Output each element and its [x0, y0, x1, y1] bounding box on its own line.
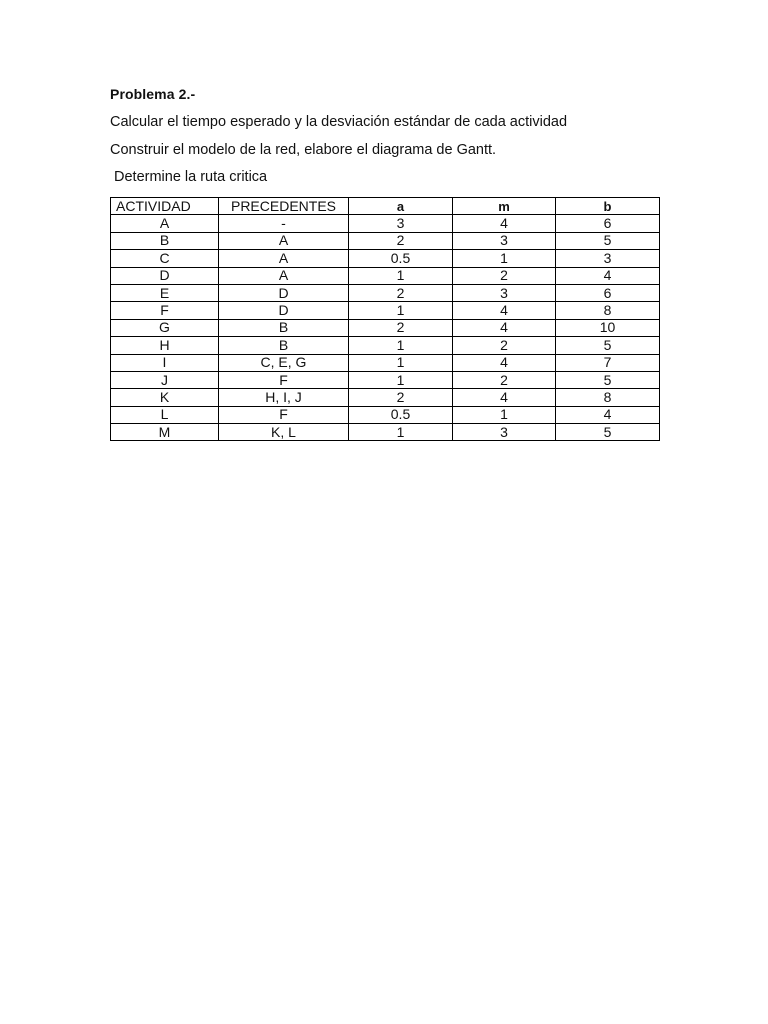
- cell-b: 4: [556, 406, 660, 423]
- cell-b: 8: [556, 389, 660, 406]
- instruction-line-3: Determine la ruta critica: [114, 169, 268, 185]
- cell-precedentes: B: [219, 337, 349, 354]
- cell-b: 7: [556, 354, 660, 371]
- header-a: a: [349, 198, 453, 215]
- table-row: [111, 354, 660, 371]
- cell-precedentes: F: [219, 406, 349, 423]
- problem-heading: Problema 2.-: [110, 86, 196, 102]
- table-header-row: [111, 198, 660, 215]
- header-b: b: [556, 198, 660, 215]
- activities-table: [110, 197, 660, 441]
- cell-b: 5: [556, 337, 660, 354]
- cell-b: 6: [556, 284, 660, 301]
- cell-m: 3: [453, 232, 556, 249]
- cell-a: 1: [349, 337, 453, 354]
- cell-precedentes: K, L: [219, 424, 349, 441]
- cell-actividad: J: [111, 371, 219, 388]
- cell-m: 4: [453, 319, 556, 336]
- table-row: [111, 232, 660, 249]
- table-row: [111, 389, 660, 406]
- cell-m: 3: [453, 284, 556, 301]
- cell-actividad: A: [111, 215, 219, 232]
- cell-actividad: L: [111, 406, 219, 423]
- cell-actividad: K: [111, 389, 219, 406]
- cell-precedentes: B: [219, 319, 349, 336]
- cell-a: 1: [349, 354, 453, 371]
- table-row: [111, 284, 660, 301]
- cell-m: 4: [453, 302, 556, 319]
- cell-actividad: E: [111, 284, 219, 301]
- table-row: [111, 371, 660, 388]
- cell-m: 2: [453, 371, 556, 388]
- table-row: [111, 250, 660, 267]
- cell-precedentes: C, E, G: [219, 354, 349, 371]
- cell-precedentes: F: [219, 371, 349, 388]
- cell-precedentes: A: [219, 267, 349, 284]
- cell-a: 2: [349, 284, 453, 301]
- cell-a: 3: [349, 215, 453, 232]
- cell-precedentes: H, I, J: [219, 389, 349, 406]
- table-row: [111, 424, 660, 441]
- cell-b: 8: [556, 302, 660, 319]
- cell-actividad: I: [111, 354, 219, 371]
- cell-m: 4: [453, 354, 556, 371]
- table-row: [111, 337, 660, 354]
- cell-b: 5: [556, 371, 660, 388]
- cell-m: 1: [453, 406, 556, 423]
- cell-b: 3: [556, 250, 660, 267]
- cell-a: 1: [349, 267, 453, 284]
- cell-a: 2: [349, 232, 453, 249]
- cell-a: 1: [349, 302, 453, 319]
- header-precedentes: PRECEDENTES: [219, 198, 349, 215]
- cell-actividad: M: [111, 424, 219, 441]
- cell-actividad: D: [111, 267, 219, 284]
- cell-m: 1: [453, 250, 556, 267]
- cell-actividad: C: [111, 250, 219, 267]
- cell-a: 0.5: [349, 250, 453, 267]
- cell-m: 4: [453, 215, 556, 232]
- cell-b: 6: [556, 215, 660, 232]
- table-row: [111, 215, 660, 232]
- cell-b: 4: [556, 267, 660, 284]
- cell-a: 0.5: [349, 406, 453, 423]
- table-row: [111, 267, 660, 284]
- instruction-line-1: Calcular el tiempo esperado y la desviación estándar de cada actividad: [110, 114, 568, 130]
- cell-m: 3: [453, 424, 556, 441]
- cell-precedentes: D: [219, 302, 349, 319]
- cell-b: 5: [556, 232, 660, 249]
- cell-precedentes: A: [219, 232, 349, 249]
- cell-b: 5: [556, 424, 660, 441]
- cell-a: 1: [349, 424, 453, 441]
- table-row: [111, 319, 660, 336]
- cell-a: 1: [349, 371, 453, 388]
- header-actividad: ACTIVIDAD: [111, 198, 219, 215]
- table-row: [111, 406, 660, 423]
- cell-m: 2: [453, 267, 556, 284]
- cell-a: 2: [349, 389, 453, 406]
- cell-actividad: F: [111, 302, 219, 319]
- cell-m: 4: [453, 389, 556, 406]
- cell-actividad: G: [111, 319, 219, 336]
- cell-m: 2: [453, 337, 556, 354]
- cell-a: 2: [349, 319, 453, 336]
- cell-actividad: B: [111, 232, 219, 249]
- table-body: [111, 215, 660, 441]
- cell-precedentes: D: [219, 284, 349, 301]
- cell-precedentes: -: [219, 215, 349, 232]
- instruction-line-2: Construir el modelo de la red, elabore el diagrama de Gantt.: [110, 142, 497, 158]
- header-m: m: [453, 198, 556, 215]
- cell-precedentes: A: [219, 250, 349, 267]
- cell-actividad: H: [111, 337, 219, 354]
- table-row: [111, 302, 660, 319]
- cell-b: 10: [556, 319, 660, 336]
